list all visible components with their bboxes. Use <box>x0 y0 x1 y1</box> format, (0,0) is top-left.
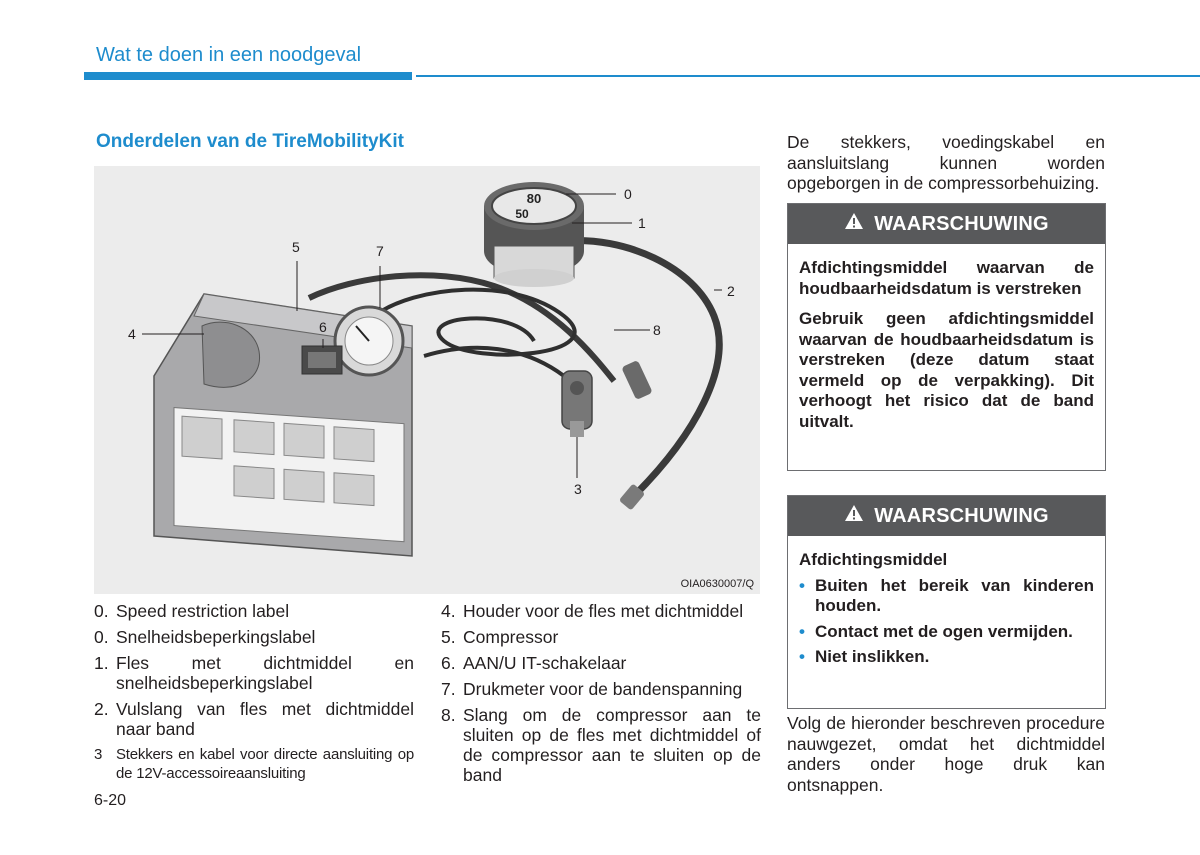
warning-bullets <box>799 576 1094 668</box>
header-rule-thin <box>416 75 1200 77</box>
callout-2: 2 <box>727 283 735 299</box>
list-item: • Buiten het bereik van kinderen houden. <box>799 575 1094 615</box>
callout-4: 4 <box>128 326 136 342</box>
header-rule-thick <box>84 72 412 80</box>
list-item: 1. Fles met dichtmiddel en snelheidsbeperkingslabel <box>94 653 414 693</box>
warning-paragraph: Gebruik geen afdichtingsmiddel waarvan de houdbaarheidsdatum is verstreken (deze datum staat vermeld op de verpakking). Dit verhoogt het risico dat de band uitvalt. <box>799 309 1094 431</box>
legend-list-right <box>441 601 761 791</box>
list-item: 0. Snelheidsbeperkingslabel <box>94 627 316 647</box>
list-item: 0. Speed restriction label <box>94 601 290 621</box>
bullet-icon: • <box>799 647 805 666</box>
warning-title: Afdichtingsmiddel <box>799 550 948 569</box>
callout-5: 5 <box>292 239 300 255</box>
bottle-speed-80: 80 <box>526 191 542 206</box>
warning-paragraph: Afdichtingsmiddel waarvan de houdbaarheidsdatum is verstreken <box>799 258 1094 298</box>
list-item: 5. Compressor <box>441 627 559 647</box>
tire-mobility-kit-figure <box>94 166 760 594</box>
list-item: 7. Drukmeter voor de bandenspanning <box>441 679 743 699</box>
callout-1: 1 <box>638 215 646 231</box>
callout-0: 0 <box>624 186 632 202</box>
warning-header <box>788 204 1105 244</box>
intro-paragraph: De stekkers, voedingskabel en aansluitslang kunnen worden opgeborgen in de compressorbehuizing. <box>787 132 1105 193</box>
legend-list-left <box>94 601 414 789</box>
list-item: 6. AAN/U IT-schakelaar <box>441 653 627 673</box>
list-item: • Niet inslikken. <box>799 647 930 666</box>
callout-6: 6 <box>319 319 327 335</box>
outro-paragraph: Volg de hieronder beschreven procedure nauwgezet, omdat het dichtmiddel anders onder hoge druk kan ontsnappen. <box>787 713 1105 795</box>
callout-3: 3 <box>574 481 582 497</box>
callout-7: 7 <box>376 243 384 259</box>
list-item: 4. Houder voor de fles met dichtmiddel <box>441 601 744 621</box>
filler-hose <box>564 240 719 496</box>
bottle-speed-50: 50 <box>515 207 529 221</box>
page-number: 6-20 <box>94 792 127 809</box>
list-item: 3 Stekkers en kabel voor directe aansluiting op de 12V-accessoireaansluiting <box>94 746 414 782</box>
warning-box-expired <box>787 203 1106 471</box>
chapter-title: Wat te doen in een noodgeval <box>96 44 362 66</box>
warning-box-sealant <box>787 495 1106 709</box>
power-plug <box>562 371 592 437</box>
list-item: • Contact met de ogen vermijden. <box>799 621 1073 641</box>
hose-connector <box>621 360 653 400</box>
bullet-icon: • <box>799 575 805 595</box>
callout-8: 8 <box>653 322 661 338</box>
warning-body <box>788 536 1105 668</box>
warning-body <box>788 244 1105 432</box>
list-item: 8. Slang om de compressor aan te sluiten op de fles met dichtmiddel of de compressor aan te sluiten op de band <box>441 705 761 785</box>
warning-heading: WAARSCHUWING <box>874 212 1049 235</box>
list-item: 2. Vulslang van fles met dichtmiddel naar band <box>94 699 414 739</box>
warning-header <box>788 496 1105 536</box>
sealant-bottle <box>484 182 584 287</box>
warning-icon <box>844 504 864 528</box>
figure-code: OIA0630007/Q <box>680 578 754 590</box>
compressor-box <box>154 294 412 556</box>
kit-illustration <box>94 166 760 594</box>
warning-icon <box>844 212 864 236</box>
section-title: Onderdelen van de TireMobilityKit <box>96 131 404 152</box>
warning-heading: WAARSCHUWING <box>874 504 1049 527</box>
bullet-icon: • <box>799 621 805 641</box>
